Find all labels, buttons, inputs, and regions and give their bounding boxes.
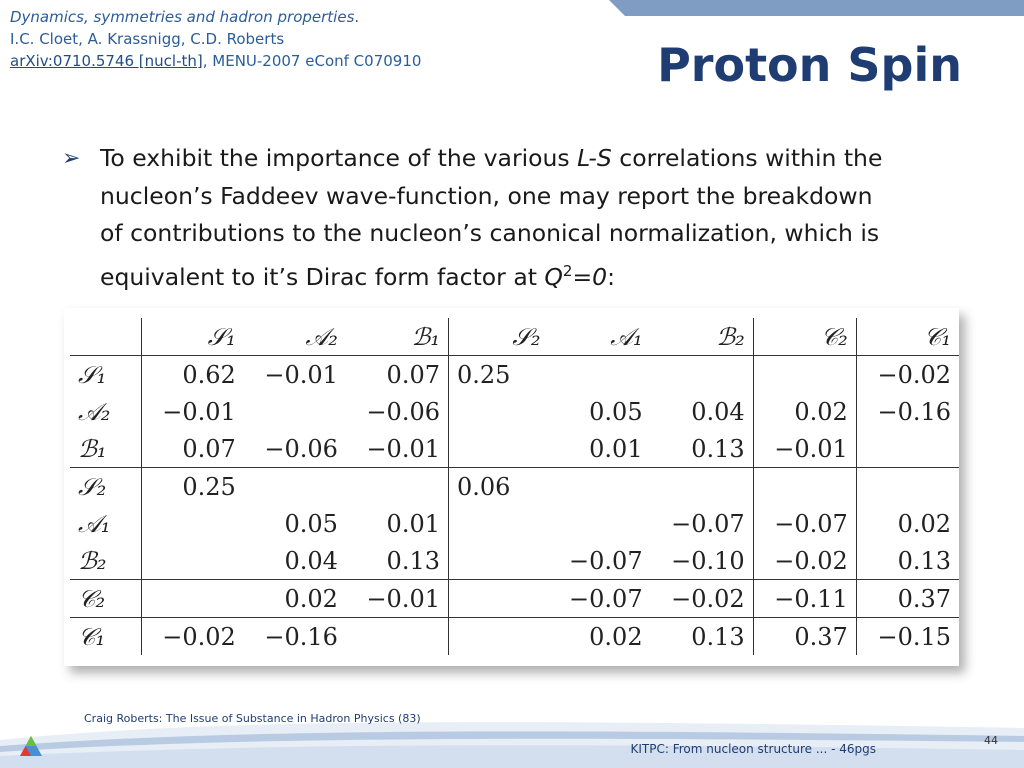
- col-header: 𝒜₁: [548, 318, 650, 356]
- table-cell: [651, 468, 754, 506]
- reference-title: Dynamics, symmetries and hadron properties.: [10, 8, 360, 26]
- col-header: ℬ₂: [651, 318, 754, 356]
- row-label: ℬ₁: [70, 430, 141, 468]
- table-header-row: [70, 318, 959, 356]
- table-cell: [141, 505, 244, 542]
- table-cell: [346, 618, 449, 656]
- table-cell: −0.07: [548, 580, 650, 618]
- col-header: 𝒮₂: [448, 318, 548, 356]
- table-row: [70, 542, 959, 580]
- table-cell: −0.02: [753, 542, 856, 580]
- table-cell: −0.06: [244, 430, 346, 468]
- table-row: [70, 618, 959, 656]
- table-cell: −0.15: [856, 618, 959, 656]
- table-cell: −0.16: [264, 622, 338, 651]
- table-cell: [548, 356, 650, 394]
- table-cell: [448, 505, 548, 542]
- row-label: 𝒜₂: [78, 397, 111, 426]
- table-cell: 0.25: [448, 356, 548, 394]
- table-cell: −0.07: [548, 542, 650, 580]
- table-cell: 0.01: [386, 509, 440, 538]
- col-header: 𝒞₁: [856, 318, 959, 356]
- table-cell: 0.02: [589, 622, 643, 651]
- col-header: 𝒜₂: [244, 318, 346, 356]
- table-cell: [548, 505, 650, 542]
- table-cell: [448, 542, 548, 580]
- table-cell: −0.16: [856, 393, 959, 430]
- table-cell: 0.13: [691, 622, 745, 651]
- footer-wave-decoration: [0, 700, 1024, 768]
- table-cell: 0.62: [141, 356, 244, 394]
- table-cell: 0.07: [386, 360, 440, 389]
- table-cell: [856, 430, 959, 468]
- table-row: [70, 430, 959, 468]
- correlation-table: [70, 318, 959, 655]
- table-cell: −0.01: [346, 430, 449, 468]
- table-cell: −0.02: [651, 580, 754, 618]
- row-label: 𝒮₁: [78, 360, 107, 389]
- table-cell: 0.02: [856, 505, 959, 542]
- table-cell: [448, 393, 548, 430]
- table-cell: 0.07: [141, 430, 244, 468]
- table-cell: −0.11: [753, 580, 856, 618]
- table-cell: 0.04: [244, 542, 346, 580]
- table-cell: [448, 580, 548, 618]
- table-cell: [651, 356, 754, 394]
- top-accent-bar: [625, 0, 1024, 16]
- table-cell: −0.01: [753, 430, 856, 468]
- col-header: ℬ₁: [346, 318, 449, 356]
- table-cell: [753, 356, 856, 394]
- table-cell: [346, 468, 449, 506]
- table-cell: 0.01: [548, 430, 650, 468]
- table-cell: −0.02: [856, 356, 959, 394]
- bullet-text: To exhibit the importance of the various L-S correlations within the nucleon’s Faddeev wave-function, one may report the breakdown of contributions to the nucleon’s canonical normalization, which is equivalent to it’s Dirac form factor at $Q^2=0$:: [100, 144, 883, 291]
- table-cell: 0.13: [651, 430, 754, 468]
- arrow-bullet-icon: ➢: [62, 146, 81, 171]
- table-cell: [141, 542, 244, 580]
- table-row: [70, 468, 959, 506]
- table-cell: −0.02: [141, 618, 244, 656]
- correlation-table-image: [64, 308, 959, 666]
- table-row: [70, 505, 959, 542]
- row-label: 𝒮₂: [78, 472, 107, 501]
- table-cell: 0.04: [691, 397, 745, 426]
- reference-authors: I.C. Cloet, A. Krassnigg, C.D. Roberts: [10, 30, 285, 48]
- table-cell: 0.05: [284, 509, 338, 538]
- table-cell: −0.01: [346, 580, 449, 618]
- table-cell: 0.05: [589, 397, 643, 426]
- table-cell: −0.01: [264, 360, 338, 389]
- table-cell: [244, 393, 346, 430]
- table-row: [70, 580, 959, 618]
- table-cell: 0.37: [753, 618, 856, 656]
- reference-source: arXiv:0710.5746 [nucl-th], MENU-2007 eConf C070910: [10, 52, 422, 70]
- table-cell: [753, 468, 856, 506]
- table-row: [70, 393, 959, 430]
- table-cell: −0.07: [753, 505, 856, 542]
- col-header: 𝒮₁: [141, 318, 244, 356]
- footer-credit: Craig Roberts: The Issue of Substance in Hadron Physics (83): [84, 712, 421, 725]
- table-cell: 0.02: [753, 393, 856, 430]
- table-cell: −0.07: [671, 509, 745, 538]
- table-cell: −0.06: [366, 397, 440, 426]
- footer-event: KITPC: From nucleon structure ... - 46pgs: [630, 742, 876, 756]
- table-cell: [448, 430, 548, 468]
- reference-block: [10, 6, 421, 72]
- table-cell: [141, 580, 244, 618]
- page-number: 44: [984, 734, 998, 747]
- row-label: ℬ₂: [70, 542, 141, 580]
- table-row: [70, 356, 959, 394]
- table-cell: 0.06: [448, 468, 548, 506]
- table-cell: [448, 618, 548, 656]
- table-cell: 0.25: [141, 468, 244, 506]
- table-cell: [548, 468, 650, 506]
- col-header: 𝒞₂: [753, 318, 856, 356]
- table-cell: 0.13: [346, 542, 449, 580]
- table-cell: 0.02: [244, 580, 346, 618]
- argonne-logo-icon: [18, 734, 44, 760]
- row-label: 𝒞₁: [78, 622, 106, 651]
- row-label: 𝒜₁: [78, 509, 111, 538]
- table-cell: −0.10: [651, 542, 754, 580]
- table-cell: [244, 468, 346, 506]
- slide-title: Proton Spin: [657, 38, 962, 92]
- table-cell: [856, 468, 959, 506]
- row-label: 𝒞₂: [70, 580, 141, 618]
- arxiv-link[interactable]: arXiv:0710.5746 [nucl-th]: [10, 52, 203, 70]
- table-cell: 0.13: [856, 542, 959, 580]
- table-cell: −0.01: [141, 393, 244, 430]
- table-cell: 0.37: [856, 580, 959, 618]
